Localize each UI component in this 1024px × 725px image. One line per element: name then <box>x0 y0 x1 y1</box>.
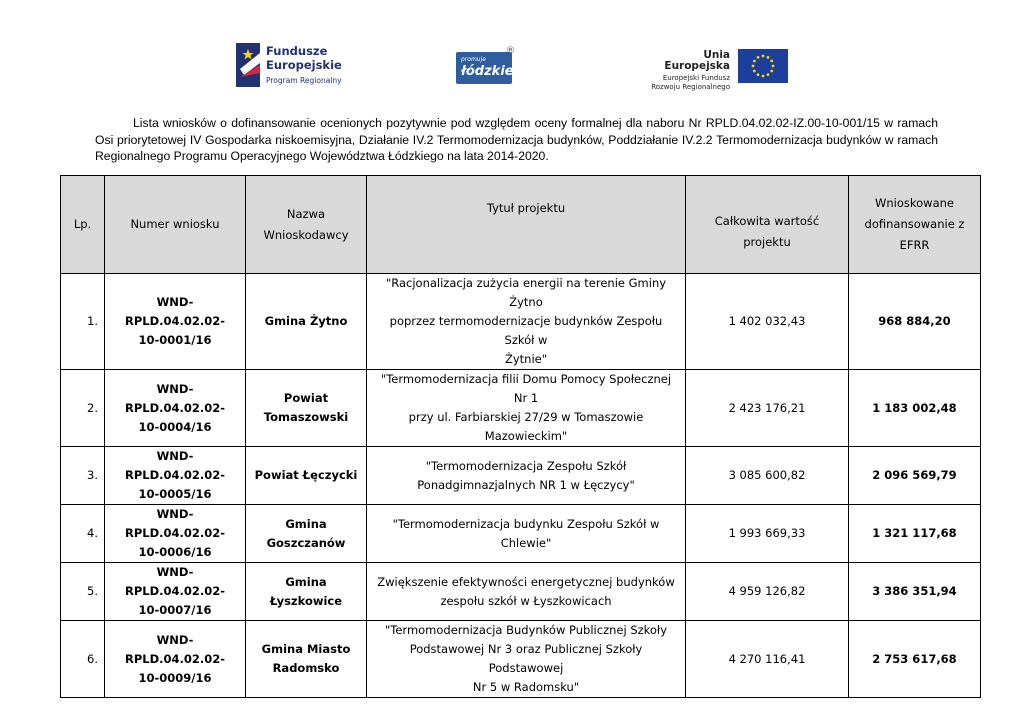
row-grant: 2 753 617,68 <box>849 621 981 698</box>
row-applicant: Gmina Żytno <box>246 274 367 370</box>
row-title: "Termomodernizacja Budynków Publicznej Szkoły Podstawowej Nr 3 oraz Publicznej Szkoły Podstawowej Nr 5 w Radomsku" <box>367 621 686 698</box>
row-number: WND-RPLD.04.02.02- 10-0005/16 <box>105 447 246 505</box>
row-title: "Racjonalizacja zużycia energii na terenie Gminy Żytno poprzez termomodernizacje budynków Zespołu Szkół w Żytnie" <box>367 274 686 370</box>
row-grant: 3 386 351,94 <box>849 563 981 621</box>
row-lp: 2. <box>61 370 105 447</box>
header-row <box>61 176 981 274</box>
row-lp: 1. <box>61 274 105 370</box>
fundusze-europejskie-logo <box>236 43 356 87</box>
row-applicant: Gmina Goszczanów <box>246 505 367 563</box>
table-row <box>61 563 981 621</box>
fundusze-flag-icon <box>236 43 260 87</box>
row-grant: 968 884,20 <box>849 274 981 370</box>
row-total: 2 423 176,21 <box>686 370 849 447</box>
row-total: 4 959 126,82 <box>686 563 849 621</box>
unia-europejska-text <box>636 50 730 91</box>
row-applicant: Powiat Łęczycki <box>246 447 367 505</box>
row-title: Zwiększenie efektywności energetycznej budynków zespołu szkół w Łyszkowicach <box>367 563 686 621</box>
table-row <box>61 370 981 447</box>
ue-line-1: Unia Europejska <box>664 49 730 72</box>
fundusze-line-3: Program Regionalny <box>266 76 342 85</box>
row-number: WND-RPLD.04.02.02- 10-0009/16 <box>105 621 246 698</box>
table-row <box>61 447 981 505</box>
row-grant: 1 183 002,48 <box>849 370 981 447</box>
header-number: Numer wniosku <box>105 176 246 274</box>
registered-mark: ® <box>506 46 515 56</box>
fundusze-line-2: Europejskie <box>266 57 342 72</box>
row-lp: 4. <box>61 505 105 563</box>
row-title: "Termomodernizacja Zespołu Szkół Ponadgimnazjalnych NR 1 w Łęczycy" <box>367 447 686 505</box>
row-applicant: Gmina Łyszkowice <box>246 563 367 621</box>
row-number: WND-RPLD.04.02.02- 10-0001/16 <box>105 274 246 370</box>
applications-table <box>60 175 981 698</box>
row-grant: 1 321 117,68 <box>849 505 981 563</box>
row-number: WND-RPLD.04.02.02- 10-0004/16 <box>105 370 246 447</box>
eu-flag-icon <box>738 49 788 83</box>
row-total: 1 402 032,43 <box>686 274 849 370</box>
row-title: "Termomodernizacja filii Domu Pomocy Społecznej Nr 1 przy ul. Farbiarskiej 27/29 w Tomaszowie Mazowieckim" <box>367 370 686 447</box>
header-title: Tytuł projektu <box>367 176 686 274</box>
ue-line-3: Rozwoju Regionalnego <box>651 83 730 91</box>
row-total: 4 270 116,41 <box>686 621 849 698</box>
ue-line-2: Europejski Fundusz <box>662 74 730 82</box>
table-row <box>61 621 981 698</box>
row-total: 3 085 600,82 <box>686 447 849 505</box>
row-total: 1 993 669,33 <box>686 505 849 563</box>
lodzkie-big-text: łódzkie <box>461 64 514 79</box>
row-grant: 2 096 569,79 <box>849 447 981 505</box>
intro-paragraph: Lista wniosków o dofinansowanie ocenionych pozytywnie pod względem oceny formalnej dla naboru Nr RPLD.04.02.02-IZ.00-10-001/15 w ramach Osi priorytetowej IV Gospodarka niskoemisyjna, Działanie IV.2 Termomodernizacja budynków, Poddziałanie IV.2.2 Termomodernizacja budynków w ramach Regionalnego Programu Operacyjnego Województwa Łódzkiego na lata 2014-2020. <box>95 116 938 163</box>
header-total: Całkowita wartość projektu <box>686 176 849 274</box>
lodzkie-logo <box>456 52 512 84</box>
row-lp: 6. <box>61 621 105 698</box>
row-lp: 3. <box>61 447 105 505</box>
table-row <box>61 274 981 370</box>
table-row <box>61 505 981 563</box>
header-lp: Lp. <box>61 176 105 274</box>
row-lp: 5. <box>61 563 105 621</box>
row-applicant: Powiat Tomaszowski <box>246 370 367 447</box>
row-applicant: Gmina Miasto Radomsko <box>246 621 367 698</box>
header-applicant: Nazwa Wnioskodawcy <box>246 176 367 274</box>
row-title: "Termomodernizacja budynku Zespołu Szkół w Chlewie" <box>367 505 686 563</box>
header-grant: Wnioskowane dofinansowanie z EFRR <box>849 176 981 274</box>
fundusze-line-1: Fundusze <box>266 44 328 58</box>
row-number: WND-RPLD.04.02.02- 10-0006/16 <box>105 505 246 563</box>
lodzkie-small-text: promuje <box>461 56 486 63</box>
row-number: WND-RPLD.04.02.02- 10-0007/16 <box>105 563 246 621</box>
